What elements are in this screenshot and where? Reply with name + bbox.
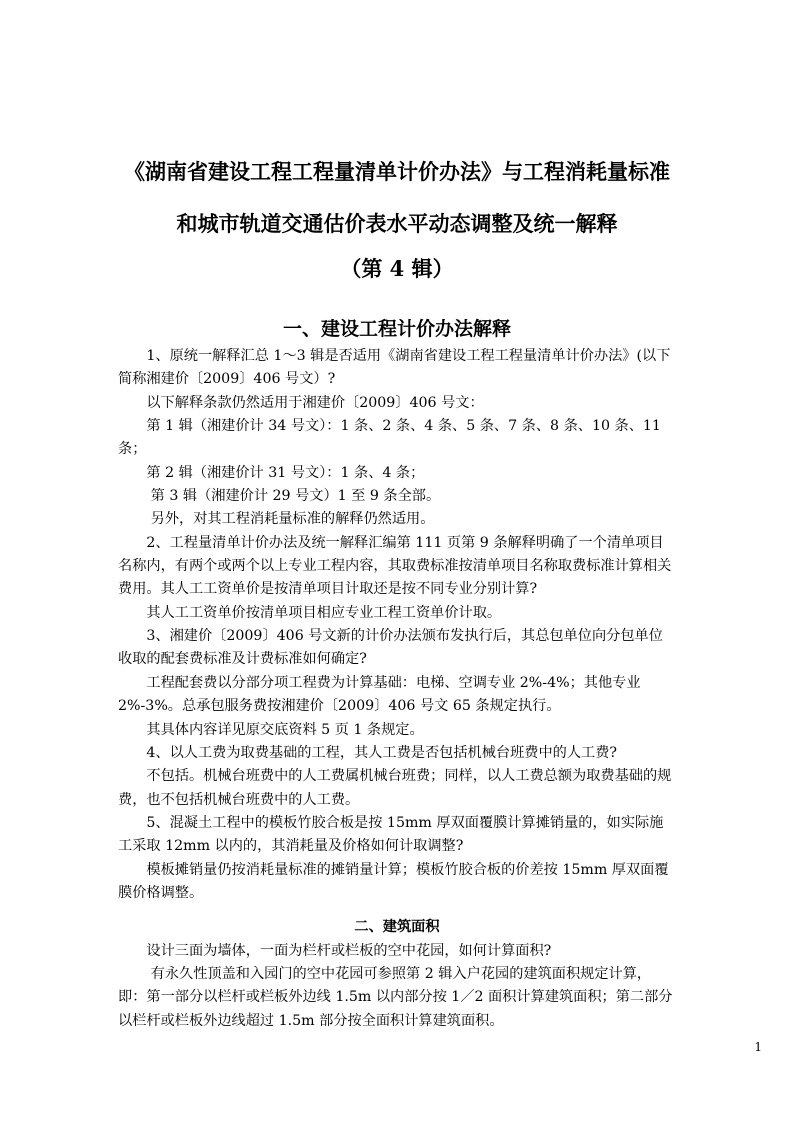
paragraph: 另外，对其工程消耗量标准的解释仍然适用。: [150, 511, 435, 528]
paragraph: 第 2 辑（湘建价计 31 号文）：1 条、4 条；: [146, 464, 425, 481]
section-2-heading: 二、建筑面积: [354, 919, 440, 936]
page-number: 1: [754, 1040, 762, 1054]
paragraph: 不包括。机械台班费中的人工费属机械台班费；同样，以人工费总额为取费基础的规费，也不包括机械台班费中的人工费。: [118, 768, 672, 808]
paragraph: 1、原统一解释汇总 1～3 辑是否适用《湖南省建设工程工程量清单计价办法》(以下简称湘建价〔2009〕406 号文）?: [118, 348, 671, 388]
paragraph: 模板摊销量仍按消耗量标准的摊销量计算；模板竹胶合板的价差按 15mm 厚双面覆膜价格调整。: [118, 861, 669, 901]
document-body: [118, 345, 676, 1033]
section-1-heading: 一、建设工程计价办法解释: [282, 318, 511, 340]
paragraph: 设计三面为墙体，一面为栏杆或栏板的空中花园，如何计算面积?: [146, 942, 552, 959]
paragraph: 以下解释条款仍然适用于湘建价〔2009〕406 号文：: [146, 394, 484, 411]
paragraph: 第 3 辑（湘建价计 29 号文）1 至 9 条全部。: [150, 488, 441, 505]
paragraph: 工程配套费以分部分项工程费为计算基础：电梯、空调专业 2%-4%；其他专业 2%-3%。总承包服务费按湘建价〔2009〕406 号文 65 条规定执行。: [118, 674, 641, 715]
title-line-2: 和城市轨道交通估价表水平动态调整及统一解释: [176, 211, 618, 236]
paragraph: 其人工工资单价按清单项目相应专业工程工资单价计取。: [146, 604, 502, 621]
paragraph: 第 1 辑（湘建价计 34 号文）：1 条、2 条、4 条、5 条、7 条、8 条、10 条、11 条；: [118, 418, 661, 458]
paragraph: 其具体内容详见原交底资料 5 页 1 条规定。: [146, 721, 424, 738]
paragraph: 有永久性顶盖和入园门的空中花园可参照第 2 辑入户花园的建筑面积规定计算，即：第一部分以栏杆或栏板外边线 1.5m 以内部分按 1／2 面积计算建筑面积；第二部分以栏杆或栏板外边线超过 1.5m 部分按全面积计算建筑面积。: [118, 965, 673, 1029]
paragraph: 4、以人工费为取费基础的工程，其人工费是否包括机械台班费中的人工费?: [146, 744, 618, 761]
paragraph: 3、湘建价〔2009〕406 号文新的计价办法颁布发执行后，其总包单位向分包单位收取的配套费标准及计费标准如何确定?: [118, 628, 663, 668]
title-line-1: 《湖南省建设工程工程量清单计价办法》与工程消耗量标准: [124, 159, 670, 184]
title-line-3: （第 4 辑）: [340, 256, 454, 281]
paragraph: 5、混凝土工程中的模板竹胶合板是按 15mm 厚双面覆膜计算摊销量的，如实际施工采取 12mm 以内的，其消耗量及价格如何计取调整?: [118, 814, 664, 855]
paragraph: 2、工程量清单计价办法及统一解释汇编第 111 页第 9 条解释明确了一个清单项目名称内，有两个或两个以上专业工程内容，其取费标准按清单项目名称取费标准计算相关费用。其人工工资单价是按清单项目计取还是按不同专业分别计算?: [118, 534, 672, 598]
